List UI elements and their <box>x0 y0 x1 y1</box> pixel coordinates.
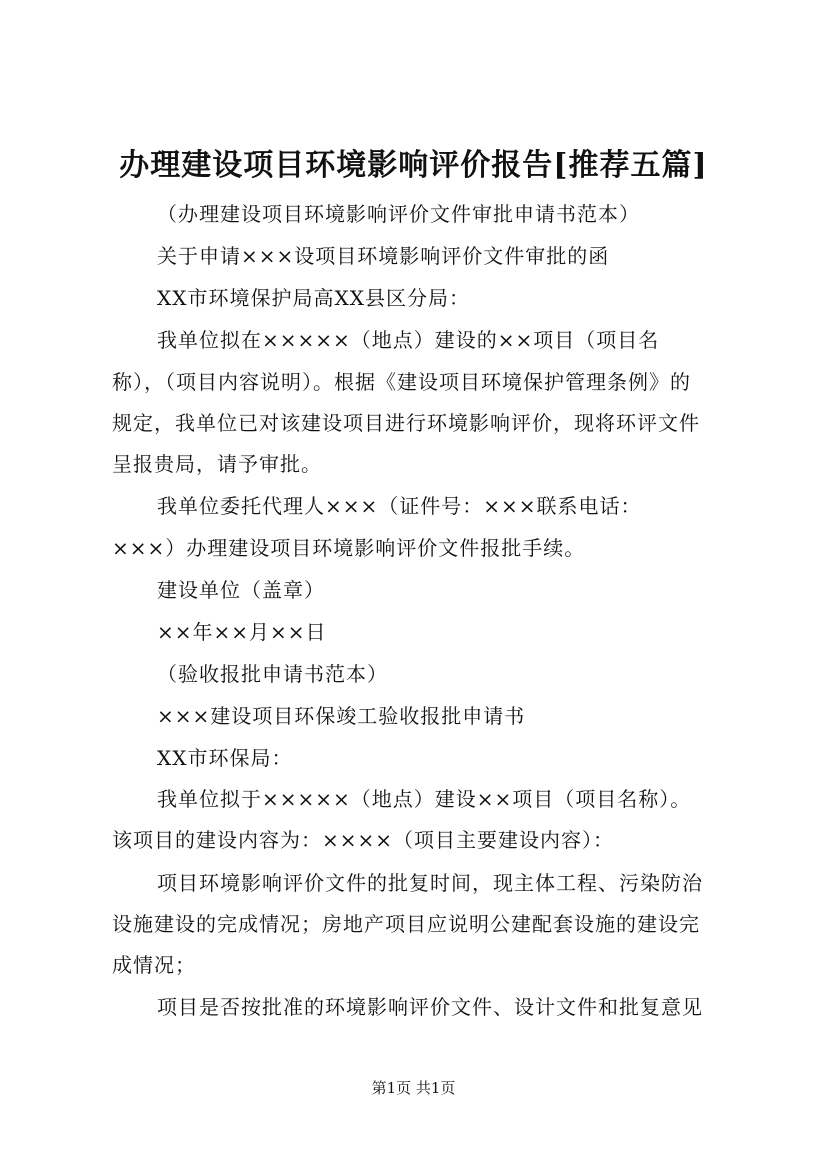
body-line: 项目环境影响评价文件的批复时间，现主体工程、污染防治 <box>157 871 703 895</box>
body-line: 设施建设的完成情况；房地产项目应说明公建配套设施的建设完 <box>112 912 700 936</box>
body-line: 建设单位（盖章） <box>157 578 325 602</box>
body-line: 关于申请×××设项目环境影响评价文件审批的函 <box>157 244 610 268</box>
body-line: 我单位委托代理人×××（证件号：×××联系电话： <box>157 494 642 518</box>
document-title: 办理建设项目环境影响评价报告[推荐五篇] <box>119 148 708 183</box>
body-line: 我单位拟在×××××（地点）建设的××项目（项目名 <box>157 328 660 352</box>
body-line: 呈报贵局，请予审批。 <box>112 452 322 476</box>
body-line: 我单位拟于×××××（地点）建设××项目（项目名称）。 <box>157 787 692 811</box>
body-line: ×××）办理建设项目环境影响评价文件报批手续。 <box>112 536 586 560</box>
body-line: 该项目的建设内容为：××××（项目主要建设内容）： <box>112 828 615 852</box>
body-line: 项目是否按批准的环境影响评价文件、设计文件和批复意见 <box>157 995 703 1019</box>
body-line: ××年××月××日 <box>157 620 327 644</box>
body-line: 成情况； <box>112 953 196 977</box>
body-line: XX市环保局： <box>157 746 293 770</box>
page-footer: 第1页 共1页 <box>371 1079 456 1097</box>
body-line: （办理建设项目环境影响评价文件审批申请书范本） <box>157 202 640 226</box>
body-line: XX市环境保护局高XX县区分局： <box>157 286 470 310</box>
body-line: 规定，我单位已对该建设项目进行环境影响评价，现将环评文件 <box>112 411 700 435</box>
body-line: （验收报批申请书范本） <box>157 662 388 686</box>
body-line: 称），（项目内容说明）。根据《建设项目环境保护管理条例》的 <box>112 370 691 394</box>
body-line: ×××建设项目环保竣工验收报批申请书 <box>157 704 526 728</box>
